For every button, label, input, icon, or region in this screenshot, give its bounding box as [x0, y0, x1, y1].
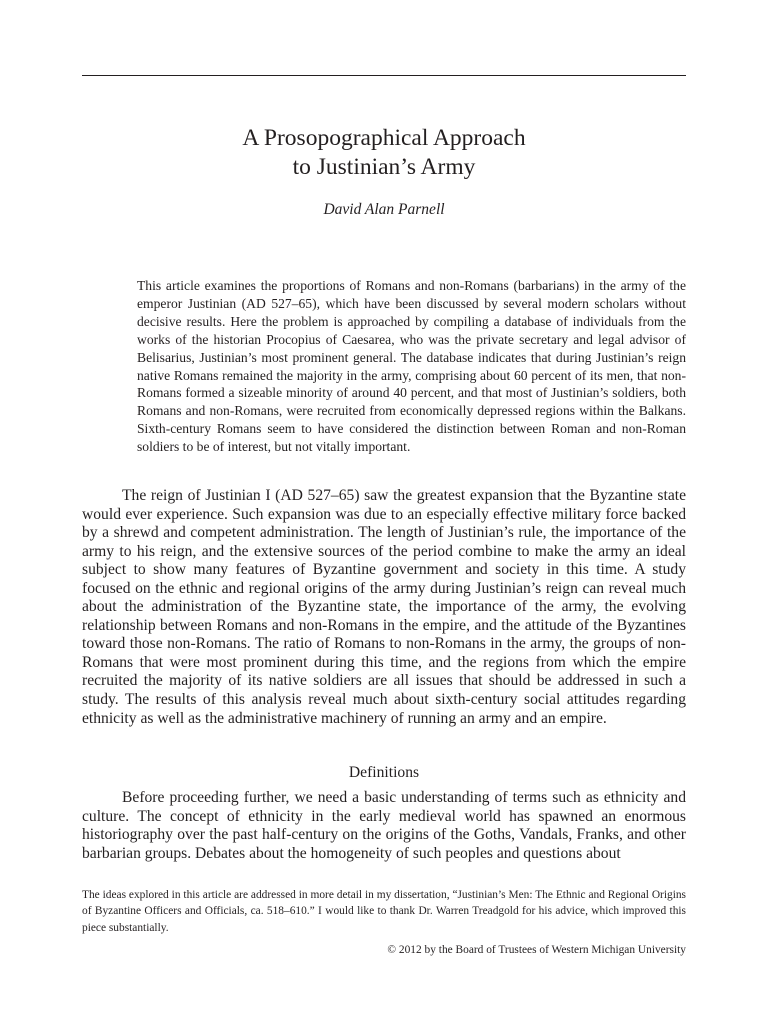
article-title: [82, 124, 686, 182]
footnote: The ideas explored in this article are addressed in more detail in my dissertation, “Justinian’s Men: The Ethnic and Regional Origins of Byzantine Officers and Officials, ca. 518–610.” I would like to thank Dr. Warren Treadgold for his advice, which improved this piece substantially.: [82, 889, 686, 934]
body-paragraph-2: Before proceeding further, we need a basic understanding of terms such as ethnicity and culture. The concept of ethnicity in the early medieval world has spawned an enormous historiography over the past half-century on the origins of the Goths, Vandals, Franks, and other barbarian groups. Debates about the homogeneity of such peoples and questions about: [82, 789, 686, 862]
article-title-line-2: to Justinian’s Army: [292, 154, 476, 180]
article-title-line-1: A Prosopographical Approach: [242, 125, 526, 151]
copyright-notice: © 2012 by the Board of Trustees of Western Michigan University: [387, 944, 686, 956]
abstract: This article examines the proportions of Romans and non-Romans (barbarians) in the army of the emperor Justinian (AD 527–65), which have been discussed by several modern scholars without decisive results. Here the problem is approached by compiling a database of individuals from the works of the historian Procopius of Caesarea, who was the private secretary and legal advisor of Belisarius, Justinian’s most prominent general. The database indicates that during Justinian’s reign native Romans remained the majority in the army, comprising about 60 percent of its men, that non-Romans formed a sizeable minority of around 40 percent, and that most of Justinian’s soldiers, both Romans and non-Romans, were recruited from economically depressed regions within the Balkans. Sixth-century Romans seem to have considered the distinction between Roman and non-Roman soldiers to be of interest, but not vitally important.: [137, 278, 686, 455]
header-rule: [82, 75, 686, 76]
body-paragraph-1: The reign of Justinian I (AD 527–65) saw the greatest expansion that the Byzantine state would ever experience. Such expansion was due to an especially effective military force backed by a shrewd and competent administration. The length of Justinian’s rule, the importance of the army to his reign, and the extensive sources of the period combine to make the army an ideal subject to show many features of Byzantine government and society in this time. A study focused on the ethnic and regional origins of the army during Justinian’s reign can reveal much about the administration of the Byzantine state, the importance of the army, the evolving relationship between Romans and non-Romans in the empire, and the attitude of the Byzantines toward those non-Romans. The ratio of Romans to non-Romans in the army, the groups of non-Romans that were most prominent during this time, and the regions from which the empire recruited the majority of its native soldiers are all issues that should be addressed in such a study. The results of this analysis reveal much about sixth-century social attitudes regarding ethnicity as well as the administrative machinery of running an army and an empire.: [82, 487, 686, 727]
section-heading-definitions: Definitions: [348, 764, 420, 781]
author-name: David Alan Parnell: [323, 201, 445, 218]
